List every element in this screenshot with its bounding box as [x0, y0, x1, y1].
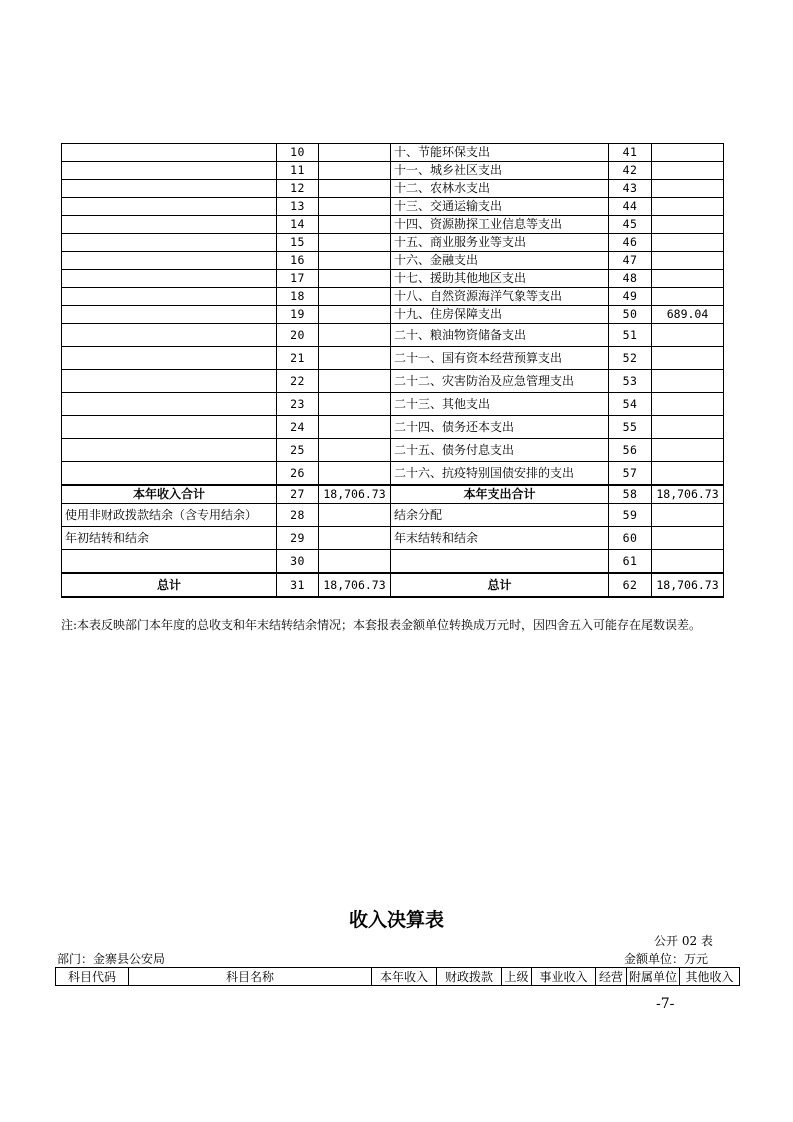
expense-value	[652, 234, 724, 252]
row-number: 44	[609, 198, 652, 216]
expense-item: 二十四、债务还本支出	[391, 416, 609, 439]
expense-item: 二十六、抗疫特别国债安排的支出	[391, 462, 609, 486]
expense-value	[652, 347, 724, 370]
row-number: 21	[277, 347, 319, 370]
income-item	[62, 347, 277, 370]
income-value	[319, 252, 391, 270]
income-item	[62, 306, 277, 324]
header-annual-income: 本年收入	[372, 968, 437, 986]
row-number: 50	[609, 306, 652, 324]
income-table-title: 收入决算表	[348, 909, 444, 931]
table-row	[62, 439, 724, 462]
expense-value	[652, 270, 724, 288]
expense-item: 二十五、债务付息支出	[391, 439, 609, 462]
header-business-income: 事业收入	[532, 968, 596, 986]
table-body	[62, 144, 724, 598]
expense-item: 十四、资源勘探工业信息等支出	[391, 216, 609, 234]
row-number: 22	[277, 370, 319, 393]
expense-total-label: 本年支出合计	[391, 485, 609, 504]
row-number: 26	[277, 462, 319, 486]
header-subject-code: 科目代码	[56, 968, 129, 986]
expense-value	[652, 393, 724, 416]
department-label: 部门：金寨县公安局	[57, 952, 166, 966]
row-number: 53	[609, 370, 652, 393]
amount-unit-label: 金额单位：万元	[624, 952, 709, 966]
table-row	[62, 198, 724, 216]
non-fiscal-label: 使用非财政拨款结余（含专用结余）	[62, 504, 277, 527]
expense-value	[652, 198, 724, 216]
row-number: 47	[609, 252, 652, 270]
expense-value	[652, 416, 724, 439]
empty-cell	[652, 527, 724, 550]
row-number: 14	[277, 216, 319, 234]
table-row	[62, 416, 724, 439]
empty-cell	[319, 504, 391, 527]
table-row	[62, 252, 724, 270]
row-number: 57	[609, 462, 652, 486]
income-value	[319, 198, 391, 216]
income-item	[62, 270, 277, 288]
year-begin-label: 年初结转和结余	[62, 527, 277, 550]
income-total-value: 18,706.73	[319, 485, 391, 504]
empty-cell	[652, 550, 724, 574]
page-number: -7-	[656, 996, 675, 1012]
income-item	[62, 462, 277, 486]
income-item	[62, 393, 277, 416]
row-number: 58	[609, 485, 652, 504]
income-item	[62, 324, 277, 347]
expense-value	[652, 144, 724, 162]
income-value	[319, 393, 391, 416]
income-value	[319, 180, 391, 198]
row-number: 30	[277, 550, 319, 574]
expense-item: 十七、援助其他地区支出	[391, 270, 609, 288]
grand-total-row	[62, 573, 724, 597]
expense-value	[652, 252, 724, 270]
table-row	[62, 347, 724, 370]
form-code: 公开 02 表	[654, 934, 713, 948]
table-row	[62, 462, 724, 486]
income-value	[319, 216, 391, 234]
row-number: 45	[609, 216, 652, 234]
row-number: 27	[277, 485, 319, 504]
expense-item: 十一、城乡社区支出	[391, 162, 609, 180]
row-number: 59	[609, 504, 652, 527]
empty-cell	[319, 550, 391, 574]
non-fiscal-row	[62, 504, 724, 527]
row-number: 42	[609, 162, 652, 180]
row-number: 23	[277, 393, 319, 416]
row-number: 48	[609, 270, 652, 288]
row-number: 20	[277, 324, 319, 347]
row-number: 31	[277, 573, 319, 597]
row-number: 15	[277, 234, 319, 252]
row-number: 43	[609, 180, 652, 198]
income-item	[62, 216, 277, 234]
year-end-label: 年末结转和结余	[391, 527, 609, 550]
row-number: 51	[609, 324, 652, 347]
table-row	[62, 162, 724, 180]
table-row	[62, 393, 724, 416]
expense-value	[652, 439, 724, 462]
income-item	[62, 234, 277, 252]
income-value	[319, 462, 391, 486]
table-row	[62, 288, 724, 306]
row-number: 60	[609, 527, 652, 550]
expense-item: 十二、农林水支出	[391, 180, 609, 198]
expense-item: 十九、住房保障支出	[391, 306, 609, 324]
row-number: 55	[609, 416, 652, 439]
income-value	[319, 370, 391, 393]
expense-item: 二十一、国有资本经营预算支出	[391, 347, 609, 370]
row-number: 25	[277, 439, 319, 462]
grand-total-label: 总计	[62, 573, 277, 597]
expense-value	[652, 288, 724, 306]
expense-item: 二十三、其他支出	[391, 393, 609, 416]
expense-value	[652, 370, 724, 393]
income-item	[62, 144, 277, 162]
row-number: 54	[609, 393, 652, 416]
header-affiliated-unit: 附属单位	[627, 968, 680, 986]
income-table-header	[55, 967, 740, 986]
expense-item: 十、节能环保支出	[391, 144, 609, 162]
expense-item: 十六、金融支出	[391, 252, 609, 270]
row-number: 16	[277, 252, 319, 270]
income-item	[62, 416, 277, 439]
row-number: 12	[277, 180, 319, 198]
row-number: 46	[609, 234, 652, 252]
row-number: 13	[277, 198, 319, 216]
income-item	[62, 162, 277, 180]
surplus-distribution-label: 结余分配	[391, 504, 609, 527]
income-value	[319, 324, 391, 347]
row-number: 29	[277, 527, 319, 550]
table-row	[62, 180, 724, 198]
income-value	[319, 144, 391, 162]
income-expense-table	[61, 143, 724, 598]
expense-item: 十八、自然资源海洋气象等支出	[391, 288, 609, 306]
grand-total-right-label: 总计	[391, 573, 609, 597]
expense-total-value: 18,706.73	[652, 485, 724, 504]
expense-value: 689.04	[652, 306, 724, 324]
header-superior: 上级	[502, 968, 532, 986]
header-subject-name: 科目名称	[129, 968, 372, 986]
header-operating: 经营	[596, 968, 627, 986]
row-number: 28	[277, 504, 319, 527]
income-value	[319, 234, 391, 252]
table-row	[62, 306, 724, 324]
income-value	[319, 288, 391, 306]
expense-value	[652, 462, 724, 486]
table-note: 注:本表反映部门本年度的总收支和年末结转结余情况；本套报表金额单位转换成万元时，因四舍五入可能存在尾数误差。	[61, 618, 702, 632]
row-number: 11	[277, 162, 319, 180]
grand-total-value: 18,706.73	[319, 573, 391, 597]
income-item	[62, 370, 277, 393]
income-item	[62, 439, 277, 462]
header-fiscal-appropriation: 财政拨款	[437, 968, 502, 986]
income-value	[319, 270, 391, 288]
expense-item: 二十二、灾害防治及应急管理支出	[391, 370, 609, 393]
expense-item: 十五、商业服务业等支出	[391, 234, 609, 252]
row-number: 17	[277, 270, 319, 288]
table-row	[62, 144, 724, 162]
empty-cell	[391, 550, 609, 574]
income-value	[319, 306, 391, 324]
income-item	[62, 198, 277, 216]
income-total-row	[62, 485, 724, 504]
table-row	[62, 324, 724, 347]
table-row	[62, 370, 724, 393]
expense-item: 二十、粮油物资储备支出	[391, 324, 609, 347]
grand-total-right-value: 18,706.73	[652, 573, 724, 597]
expense-value	[652, 162, 724, 180]
empty-cell	[62, 550, 277, 574]
income-value	[319, 416, 391, 439]
row-number: 49	[609, 288, 652, 306]
income-item	[62, 180, 277, 198]
empty-cell	[319, 527, 391, 550]
income-value	[319, 347, 391, 370]
row-number: 19	[277, 306, 319, 324]
row-number: 61	[609, 550, 652, 574]
row-number: 62	[609, 573, 652, 597]
expense-value	[652, 216, 724, 234]
row-number: 18	[277, 288, 319, 306]
header-row	[56, 968, 740, 986]
header-other-income: 其他收入	[680, 968, 740, 986]
blank-row	[62, 550, 724, 574]
expense-item: 十三、交通运输支出	[391, 198, 609, 216]
table-row	[62, 270, 724, 288]
row-number: 41	[609, 144, 652, 162]
income-item	[62, 288, 277, 306]
income-value	[319, 162, 391, 180]
empty-cell	[652, 504, 724, 527]
income-item	[62, 252, 277, 270]
row-number: 24	[277, 416, 319, 439]
year-begin-row	[62, 527, 724, 550]
expense-value	[652, 324, 724, 347]
table-row	[62, 216, 724, 234]
row-number: 10	[277, 144, 319, 162]
row-number: 56	[609, 439, 652, 462]
table-row	[62, 234, 724, 252]
expense-value	[652, 180, 724, 198]
income-total-label: 本年收入合计	[62, 485, 277, 504]
income-value	[319, 439, 391, 462]
row-number: 52	[609, 347, 652, 370]
